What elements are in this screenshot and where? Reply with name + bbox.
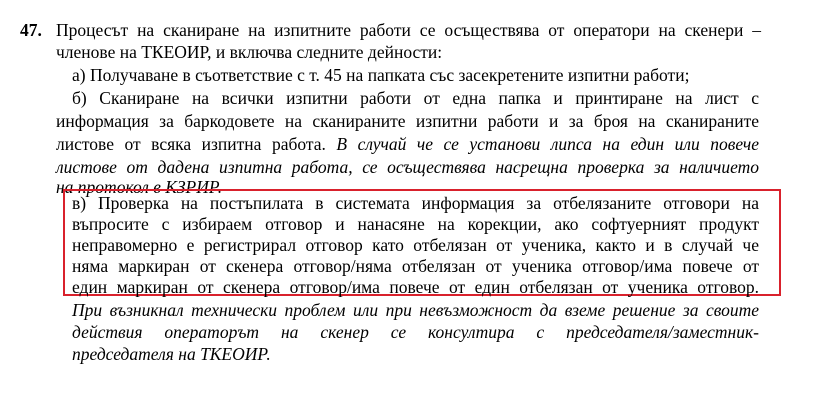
note-line-1: При възникнал технически проблем или при невъзможност да вземе решение за своите bbox=[72, 300, 759, 320]
note-line-3: председателя на ТКЕОИР. bbox=[72, 344, 271, 364]
item-a-line-1: а) Получаване в съответствие с т. 45 на папката със засекретените изпитни работи; bbox=[72, 65, 690, 85]
item-b-line-1: б) Сканиране на всички изпитни работи от една папка и принтиране на лист с bbox=[72, 88, 759, 108]
item-b-line-5: на протокол в КЗРИР. bbox=[56, 177, 223, 197]
item-c-line-4: няма маркиран от скенера отговор/няма отбелязан от ученика отговор/има повече от bbox=[72, 256, 759, 276]
item-c-line-3: неправомерно е регистрирал отговор като отбелязан от ученика, както и в случай че bbox=[72, 235, 759, 255]
item-b-line-4: листове от дадена изпитна работа, се осъществява насрещна проверка за наличието bbox=[56, 157, 759, 177]
item-b-line-2: информация за баркодовете на сканираните изпитни работи и за броя на сканираните bbox=[56, 111, 759, 131]
item-c-line-2: въпросите с избираем отговор и нанасяне на корекции, ако софтуерният продукт bbox=[72, 214, 759, 234]
note-line-2: действия операторът на скенер се консултира с председателя/заместник- bbox=[72, 322, 759, 342]
item-c-line-1: в) Проверка на постъпилата в системата информация за отбелязаните отговори на bbox=[72, 193, 759, 213]
article-intro-line-1: Процесът на сканиране на изпитните работи се осъществява от оператори на скенери – bbox=[56, 20, 761, 40]
item-b-line-3-regular: листове от всяка изпитна работа. bbox=[56, 134, 326, 154]
item-c-line-5: един маркиран от скенера отговор/има повече от един отбелязан от ученика отговор. bbox=[72, 277, 759, 297]
item-b-line-3-italic: В случай че се установи липса на един или повече bbox=[336, 134, 759, 154]
item-b-line-3 bbox=[56, 134, 759, 155]
article-intro-line-2: членове на ТКЕОИР, и включва следните дейности: bbox=[56, 42, 443, 62]
article-number: 47. bbox=[20, 20, 42, 40]
